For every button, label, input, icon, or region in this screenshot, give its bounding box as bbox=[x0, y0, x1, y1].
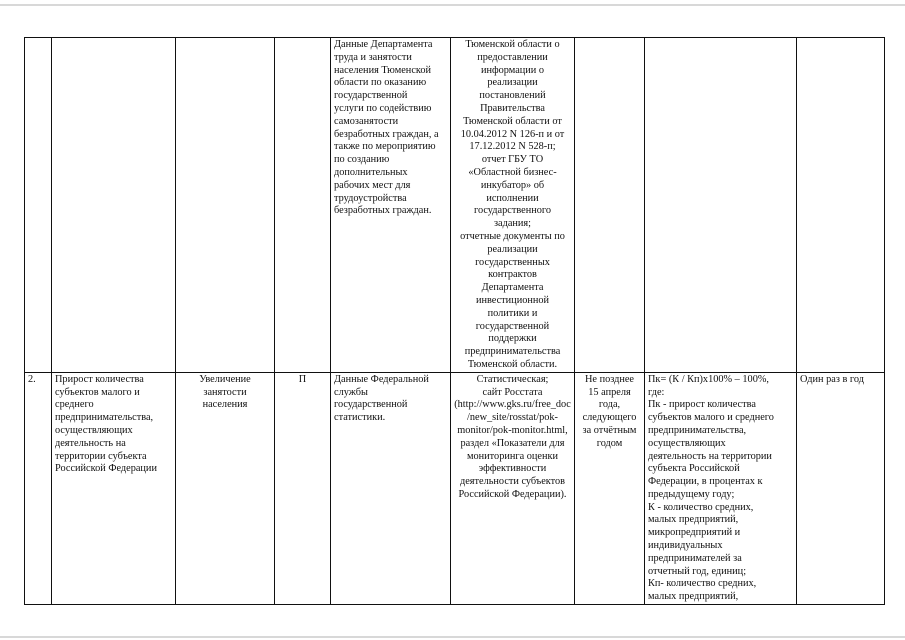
cell-documents: Тюменской области о предоставлении информации о реализации постановлений Правительства Тюменской области от 10.04.2012 N 126-п и от 17.12.2012 N 528-п; отчет ГБУ ТО «Областной бизнес- инкубатор» об исполнении государственного задания; отчетные документы по реализации государственных контрактов Департамента инвестиционной политики и государственной поддержки предпринимательства Тюменской области. bbox=[451, 38, 575, 373]
cell-formula bbox=[645, 38, 797, 373]
cell-indicator bbox=[52, 38, 176, 373]
cell-mark: П bbox=[275, 372, 331, 604]
table-row bbox=[25, 372, 885, 604]
cell-indicator: Прирост количества субъектов малого и среднего предпринимательства, осуществляющих деятельность на территории субъекта Российской Федерации bbox=[52, 372, 176, 604]
cell-documents: Статистическая; сайт Росстата (http://www.gks.ru/free_doc /new_site/rosstat/pok- monitor/pok-monitor.html, раздел «Показатели для мониторинга оценки эффективности деятельности субъектов Российской Федерации). bbox=[451, 372, 575, 604]
cell-goal bbox=[176, 38, 275, 373]
page-top-edge bbox=[0, 4, 905, 6]
indicators-table bbox=[24, 37, 885, 605]
cell-frequency bbox=[797, 38, 885, 373]
cell-data-source: Данные Федеральной службы государственной статистики. bbox=[331, 372, 451, 604]
cell-goal: Увеличение занятости населения bbox=[176, 372, 275, 604]
cell-frequency: Один раз в год bbox=[797, 372, 885, 604]
cell-deadline: Не позднее 15 апреля года, следующего за отчётным годом bbox=[575, 372, 645, 604]
cell-data-source: Данные Департамента труда и занятости населения Тюменской области по оказанию государственной услуги по содействию самозанятости безработных граждан, а также по мероприятию по созданию дополнительных рабочих мест для трудоустройства безработных граждан. bbox=[331, 38, 451, 373]
cell-formula: Пк= (К / Кп)х100% – 100%, где: Пк - прирост количества субъектов малого и среднего предпринимательства, осуществляющих деятельность на территории субъекта Российской Федерации, в процентах к предыдущему году; К - количество средних, малых предприятий, микропредприятий и индивидуальных предпринимателей за отчетный год, единиц; Кп- количество средних, малых предприятий, bbox=[645, 372, 797, 604]
cell-number: 2. bbox=[25, 372, 52, 604]
table-row bbox=[25, 38, 885, 373]
cell-mark bbox=[275, 38, 331, 373]
page-bottom-edge bbox=[0, 636, 905, 638]
cell-deadline bbox=[575, 38, 645, 373]
cell-number bbox=[25, 38, 52, 373]
